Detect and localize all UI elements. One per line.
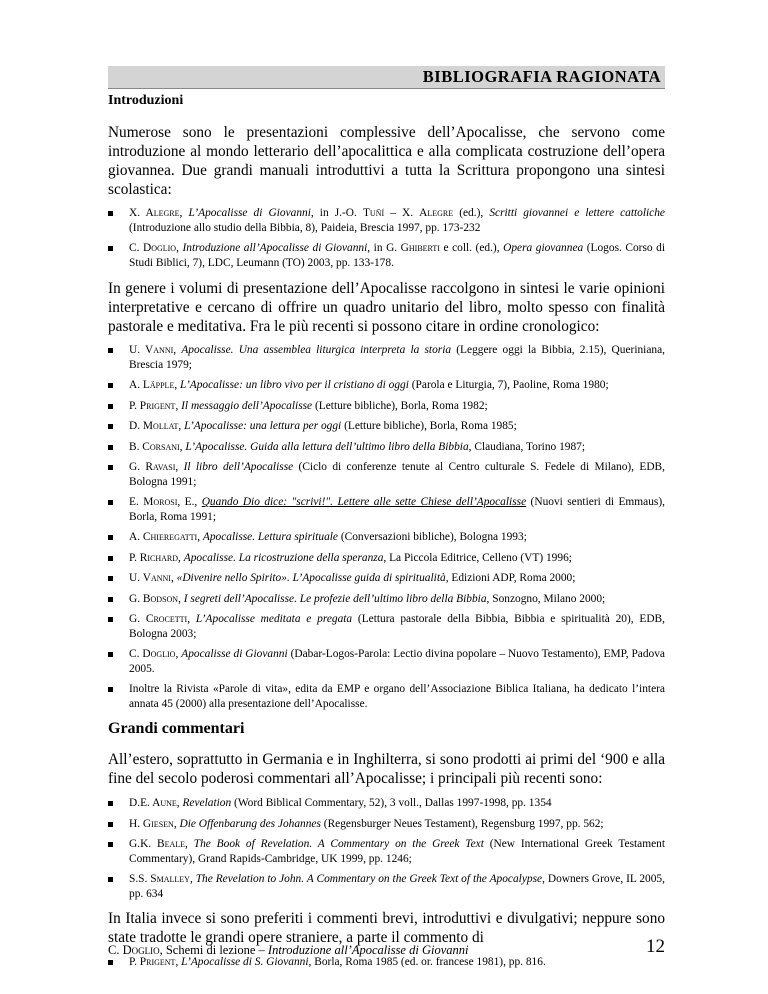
section-heading-commentari: Grandi commentari	[108, 720, 245, 737]
ref-author: X. Alegre	[129, 207, 180, 219]
ref-title: Il messaggio dell’Apocalisse	[181, 399, 313, 412]
ref-author: Ghiberti	[400, 242, 440, 254]
ref-author: G. Bodson	[129, 592, 179, 605]
bibliography-item: G. Crocetti, L’Apocalisse meditata e pregata (Lettura pastorale della Bibbia, Bibbia e spiritualità 20), EDB, Bologna 2003;	[108, 612, 665, 641]
ref-rest: , Downers Grove, IL 2005, pp. 634	[129, 873, 665, 900]
ref-rest: (Letture bibliche), Borla, Roma 1982;	[312, 399, 488, 412]
ref-author: C. Doglio	[129, 242, 177, 254]
bibliography-item: E. Morosi, E., Quando Dio dice: "scrivi!". Lettere alle sette Chiese dell’Apocalisse (Nuovi sentieri di Emmaus), Borla, Roma 1991;	[108, 495, 665, 524]
ref-title: Apocalisse. La ricostruzione della speranza	[183, 551, 384, 564]
ref-rest: (Parola e Liturgia, 7), Paoline, Roma 1980;	[408, 379, 609, 391]
ref-title: L’Apocalisse: una lettura per oggi	[184, 420, 342, 432]
bibliography-item: S.S. Smalley, The Revelation to John. A Commentary on the Greek Text of the Apocalypse, Downers Grove, IL 2005, pp. 634	[108, 872, 665, 901]
page-title: BIBLIOGRAFIA RAGIONATA	[422, 67, 661, 86]
ref-author: C. Doglio	[129, 648, 176, 660]
ref-title: «Divenire nello Spirito». L’Apocalisse guida di spiritualità	[176, 572, 446, 584]
ref-author: P. Richard	[129, 551, 179, 564]
ref-title: Apocalisse. Lettura spirituale	[202, 531, 338, 543]
ref-rest: , Edizioni ADP, Roma 2000;	[445, 572, 576, 584]
ref-rest: (New International Greek Testament Commentary), Grand Rapids-Cambridge, UK 1999, pp. 1246;	[129, 838, 666, 865]
bibliography-item: A. Chieregatti, Apocalisse. Lettura spirituale (Conversazioni bibliche), Bologna 1993;	[108, 530, 665, 545]
bibliography-item: H. Giesen, Die Offenbarung des Johannes (Regensburger Neues Testament), Regensburg 1997, pp. 562;	[108, 817, 665, 832]
bibliography-item: C. Doglio, Apocalisse di Giovanni (Dabar-Logos-Parola: Lectio divina popolare – Nuovo Testamento), EMP, Padova 2005.	[108, 647, 665, 676]
intro-paragraph: Numerose sono le presentazioni complessive dell’Apocalisse, che servono come introduzione al mondo letterario dell’apocalittica e alla complicata costruzione dell’opera giovannea. Due grandi manuali introduttivi a tutta la Scrittura propongono una sintesi scolastica:	[108, 124, 665, 198]
ref-title: I segreti dell’Apocalisse. Le profezie dell’ultimo libro della Bibbia	[183, 592, 487, 605]
genre-bibliography	[108, 343, 665, 711]
bibliography-item	[108, 241, 665, 270]
ref-author: E. Morosi	[129, 496, 178, 508]
ref-author: Tuñí	[362, 207, 385, 219]
ref-rest: (Lettura pastorale della Bibbia, Bibbia e spiritualità 20), EDB, Bologna 2003;	[129, 613, 666, 640]
ref-rest: (Regensburger Neues Testament), Regensburg 1997, pp. 562;	[320, 817, 604, 830]
ref-title: Introduzione all’Apocalisse di Giovanni	[182, 242, 368, 254]
ref-rest: (Conversazioni bibliche), Bologna 1993;	[338, 531, 527, 543]
genre-paragraph: In genere i volumi di presentazione dell’Apocalisse raccolgono in sintesi le varie opinioni interpretative e cercano di offrire un quadro unitario del libro, molto spesso con finalità pastorale e meditativa. Fra le più recenti si possono citare in ordine cronologico:	[108, 280, 665, 335]
footer-title: Introduzione all’Apocalisse di Giovanni	[267, 943, 469, 957]
intro-bibliography	[108, 206, 665, 270]
ref-author: B. Corsani	[129, 440, 180, 453]
bibliography-item: U. Vanni, «Divenire nello Spirito». L’Apocalisse guida di spiritualità, Edizioni ADP, Roma 2000;	[108, 571, 665, 586]
document-body	[108, 92, 665, 976]
ref-rest: , Sonzogno, Milano 2000;	[486, 592, 606, 605]
bibliography-item: A. Läpple, L’Apocalisse: un libro vivo per il cristiano di oggi (Parola e Liturgia, 7), Paoline, Roma 1980;	[108, 378, 665, 393]
ref-title: L’Apocalisse: un libro vivo per il cristiano di oggi	[180, 379, 409, 391]
ref-title: Apocalisse. Una assemblea liturgica interpreta la storia	[181, 344, 452, 356]
ref-rest: (Word Biblical Commentary, 52), 3 voll., Dallas 1997-1998, pp. 1354	[231, 797, 552, 809]
footer-text	[108, 943, 468, 958]
ref-author: U. Vanni	[129, 344, 174, 356]
page-number: 12	[646, 936, 665, 957]
footer-label: , Schemi di lezione –	[159, 943, 268, 957]
bibliography-item: D. Mollat, L’Apocalisse: una lettura per oggi (Letture bibliche), Borla, Roma 1985;	[108, 419, 665, 434]
commentari-bibliography	[108, 796, 665, 901]
ref-title: The Revelation to John. A Commentary on the Greek Text of the Apocalypse	[195, 873, 543, 885]
ref-rest: (Leggere oggi la Bibbia, 2.15), Queriniana, Brescia 1979;	[129, 344, 665, 371]
section-heading-introduzioni: Introduzioni	[108, 93, 184, 108]
ref-author: G. Crocetti	[129, 613, 188, 625]
ref-author: U. Vanni	[129, 572, 171, 584]
ref-author: P. Prigent	[129, 956, 176, 968]
ref-author: A. Chieregatti	[129, 531, 198, 543]
bibliography-item: U. Vanni, Apocalisse. Una assemblea liturgica interpreta la storia (Leggere oggi la Bibbia, 2.15), Queriniana, Brescia 1979;	[108, 343, 665, 372]
ref-title: Die Offenbarung des Johannes	[179, 817, 321, 830]
ref-author: A. Läpple	[129, 379, 175, 391]
commentari-paragraph: All’estero, soprattutto in Germania e in Inghilterra, si sono prodotti ai primi del ‘900 e alla fine del secolo poderosi commentari all’Apocalisse; i principali più recenti sono:	[108, 751, 665, 787]
bibliography-item: P. Prigent, L’Apocalisse di S. Giovanni, Borla, Roma 1985 (ed. or. francese 1981), pp. 816.	[108, 955, 665, 970]
ref-title: Opera giovannea	[503, 242, 584, 254]
ref-author: G. Ravasi	[129, 461, 176, 473]
ref-title: L’Apocalisse di S. Giovanni	[181, 956, 309, 968]
ref-rest: , Borla, Roma 1985 (ed. or. francese 1981), pp. 816.	[308, 956, 546, 968]
bibliography-item: G.K. Beale, The Book of Revelation. A Commentary on the Greek Text (New International Greek Testament Commentary), Grand Rapids-Cambridge, UK 1999, pp. 1246;	[108, 837, 665, 866]
ref-rest: (Letture bibliche), Borla, Roma 1985;	[341, 420, 517, 432]
ref-rest: , in J.-O.	[310, 207, 363, 219]
ref-rest: (Introduzione allo studio della Bibbia, 8), Paideia, Brescia 1997, pp. 173-232	[129, 221, 481, 234]
bibliography-item: P. Prigent, Il messaggio dell’Apocalisse (Letture bibliche), Borla, Roma 1982;	[108, 399, 665, 414]
ref-author: D. Mollat	[129, 420, 179, 432]
ref-author: H. Giesen	[129, 817, 174, 830]
footer-author: C. Doglio	[108, 943, 160, 957]
ref-rest: (Logos. Corso di Studi Biblici, 7), LDC, Leumann (TO) 2003, pp. 133-178.	[129, 242, 665, 269]
ref-author: S.S. Smalley	[129, 873, 190, 885]
bibliography-item	[108, 206, 665, 235]
ref-rest: , Claudiana, Torino 1987;	[468, 440, 586, 453]
ref-title: L’Apocalisse meditata e pregata	[195, 613, 353, 625]
ref-title: Scritti giovannei e lettere cattoliche	[489, 207, 665, 219]
ref-rest: (ed.),	[453, 207, 490, 219]
ref-sep: ,	[179, 207, 189, 219]
bibliography-note: Inoltre la Rivista «Parole di vita», edita da EMP e organo dell’Associazione Biblica Italiana, ha dedicato l’intera annata 45 (2000) alla presentazione dell’Apocalisse.	[108, 682, 665, 711]
ref-title: The Book of Revelation. A Commentary on the Greek Text	[193, 838, 484, 850]
ref-author: D.E. Aune	[129, 797, 177, 809]
ref-rest: , La Piccola Editrice, Celleno (VT) 1996;	[383, 551, 572, 564]
bibliography-item: D.E. Aune, Revelation (Word Biblical Commentary, 52), 3 voll., Dallas 1997-1998, pp. 1354	[108, 796, 665, 811]
page-footer	[108, 933, 665, 963]
ref-rest: , in G.	[367, 242, 401, 254]
ref-rest: e coll. (ed.),	[439, 242, 504, 254]
ref-title: Apocalisse di Giovanni	[181, 648, 288, 660]
ref-title: Quando Dio dice: "scrivi!". Lettere alle sette Chiese dell’Apocalisse	[201, 496, 527, 508]
ref-rest: – X.	[384, 207, 420, 219]
ref-rest: E.,	[184, 496, 202, 508]
ref-title: Revelation	[182, 797, 232, 809]
ref-rest: (Dabar-Logos-Parola: Lectio divina popolare – Nuovo Testamento), EMP, Padova 2005.	[129, 648, 665, 675]
ref-title: Il libro dell’Apocalisse	[183, 461, 294, 473]
ref-author: Alegre	[419, 207, 454, 219]
italy-paragraph: In Italia invece si sono preferiti i commenti brevi, introduttivi e divulgativi; neppure sono state tradotte le grandi opere straniere, a parte il commento di	[108, 910, 665, 946]
ref-author: P. Prigent	[129, 399, 176, 412]
ref-title: L’Apocalisse. Guida alla lettura dell’ultimo libro della Bibbia	[185, 440, 469, 453]
bibliography-item: P. Richard, Apocalisse. La ricostruzione della speranza, La Piccola Editrice, Celleno (VT) 1996;	[108, 551, 665, 566]
ref-title: L’Apocalisse di Giovanni	[188, 207, 311, 219]
ref-sep: ,	[176, 242, 183, 254]
header-bar	[108, 66, 665, 89]
bibliography-item: G. Bodson, I segreti dell’Apocalisse. Le profezie dell’ultimo libro della Bibbia, Sonzogno, Milano 2000;	[108, 592, 665, 607]
bibliography-item: B. Corsani, L’Apocalisse. Guida alla lettura dell’ultimo libro della Bibbia, Claudiana, Torino 1987;	[108, 440, 665, 455]
ref-rest: (Nuovi sentieri di Emmaus), Borla, Roma 1991;	[129, 496, 665, 523]
ref-rest: (Ciclo di conferenze tenute al Centro culturale S. Fedele di Milano), EDB, Bologna 1991;	[129, 461, 666, 488]
ref-author: G.K. Beale	[129, 838, 186, 850]
bibliography-item: G. Ravasi, Il libro dell’Apocalisse (Ciclo di conferenze tenute al Centro culturale S. Fedele di Milano), EDB, Bologna 1991;	[108, 460, 665, 489]
